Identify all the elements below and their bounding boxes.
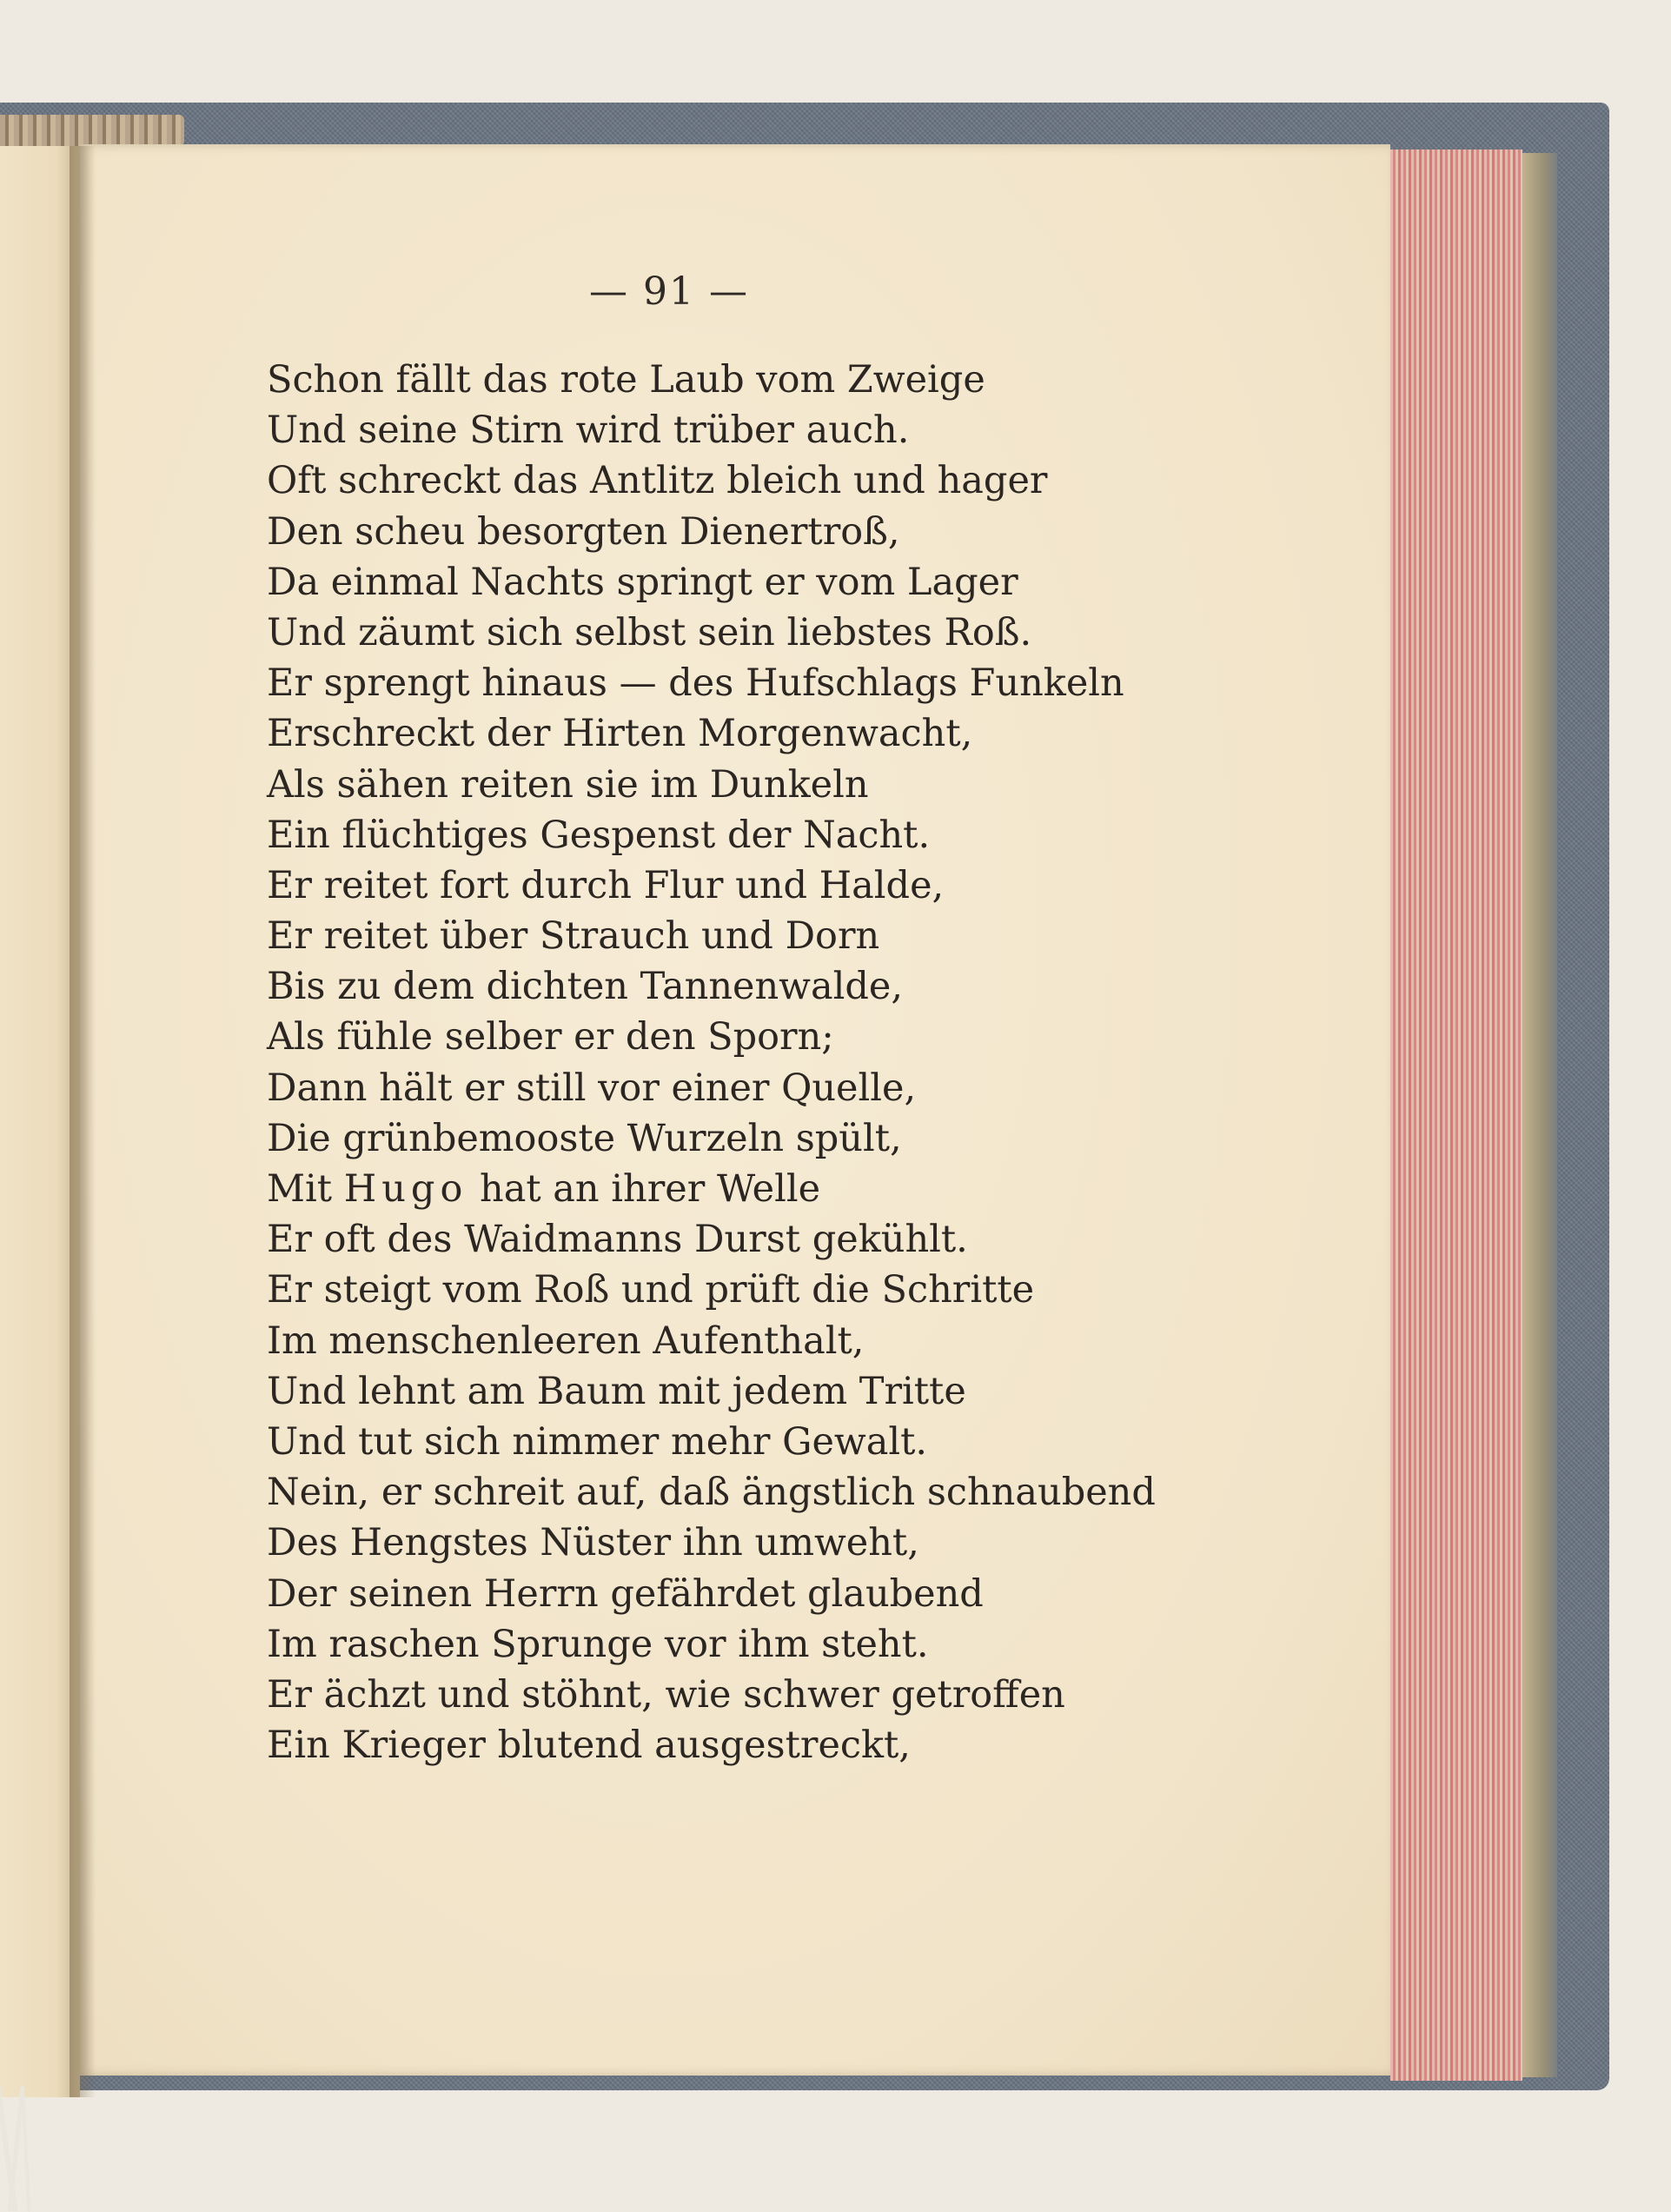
poem-line: Ein flüchtiges Gespenst der Nacht.: [267, 813, 931, 857]
poem-line: Und seine Stirn wird trüber auch.: [267, 409, 910, 453]
poem-line: Oft schreckt das Antlitz bleich und hager: [267, 459, 1048, 503]
poem-line: Und lehnt am Baum mit jedem Tritte: [267, 1369, 966, 1413]
poem-line: Erschreckt der Hirten Morgenwacht,: [267, 712, 973, 756]
poem-line: Da einmal Nachts springt er vom Lager: [267, 560, 1018, 604]
page-gutter-shadow: [70, 146, 96, 2097]
poem-line: Bis zu dem dichten Tannenwalde,: [267, 965, 904, 1009]
poem-line-start: Mit: [267, 1167, 344, 1211]
poem-line-end: hat an ihrer Welle: [467, 1167, 821, 1211]
poem-line: Er ächzt und stöhnt, wie schwer getroffen: [267, 1672, 1065, 1717]
poem-line: Und tut sich nimmer mehr Gewalt.: [267, 1419, 928, 1464]
poem-line: Er steigt vom Roß und prüft die Schritte: [267, 1268, 1035, 1312]
poem-line: Er reitet fort durch Flur und Halde,: [267, 863, 945, 907]
poem-line: Ein Krieger blutend ausgestreckt,: [267, 1724, 911, 1768]
poem-line: Der seinen Herrn gefährdet glaubend: [267, 1571, 984, 1616]
page-stack-shade: [1522, 153, 1557, 2077]
poem-line: Des Hengstes Nüster ihn umweht,: [267, 1521, 919, 1565]
poem-line: Die grünbemooste Wurzeln spült,: [267, 1116, 902, 1160]
poem-line: Schon fällt das rote Laub vom Zweige: [267, 358, 985, 402]
poem-line: Er oft des Waidmanns Durst gekühlt.: [267, 1218, 968, 1262]
poem-text: [267, 355, 1156, 1770]
book-headband: [0, 115, 184, 146]
bookmark-thread: [21, 2095, 30, 2212]
spaced-name-hugo: Hugo: [343, 1167, 468, 1211]
poem-line: Er reitet über Strauch und Dorn: [267, 914, 880, 959]
poem-line: Den scheu besorgten Dienertroß,: [267, 509, 900, 554]
poem-line: [267, 1164, 1156, 1214]
poem-line: Als fühle selber er den Sporn;: [267, 1015, 834, 1060]
poem-line: Als sähen reiten sie im Dunkeln: [267, 762, 869, 807]
page-stack-edge: [1390, 149, 1522, 2081]
poem-line: Im menschenleeren Aufenthalt,: [267, 1319, 865, 1363]
previous-page-edge: [0, 146, 80, 2097]
poem-line: Und zäumt sich selbst sein liebstes Roß.: [267, 610, 1032, 654]
poem-line: Nein, er schreit auf, daß ängstlich schnaubend: [267, 1471, 1156, 1515]
poem-line: Er sprengt hinaus — des Hufschlags Funkeln: [267, 661, 1124, 706]
poem-line: Dann hält er still vor einer Quelle,: [267, 1066, 917, 1110]
poem-line: Im raschen Sprunge vor ihm steht.: [267, 1622, 929, 1666]
page-number: — 91 —: [589, 269, 749, 314]
